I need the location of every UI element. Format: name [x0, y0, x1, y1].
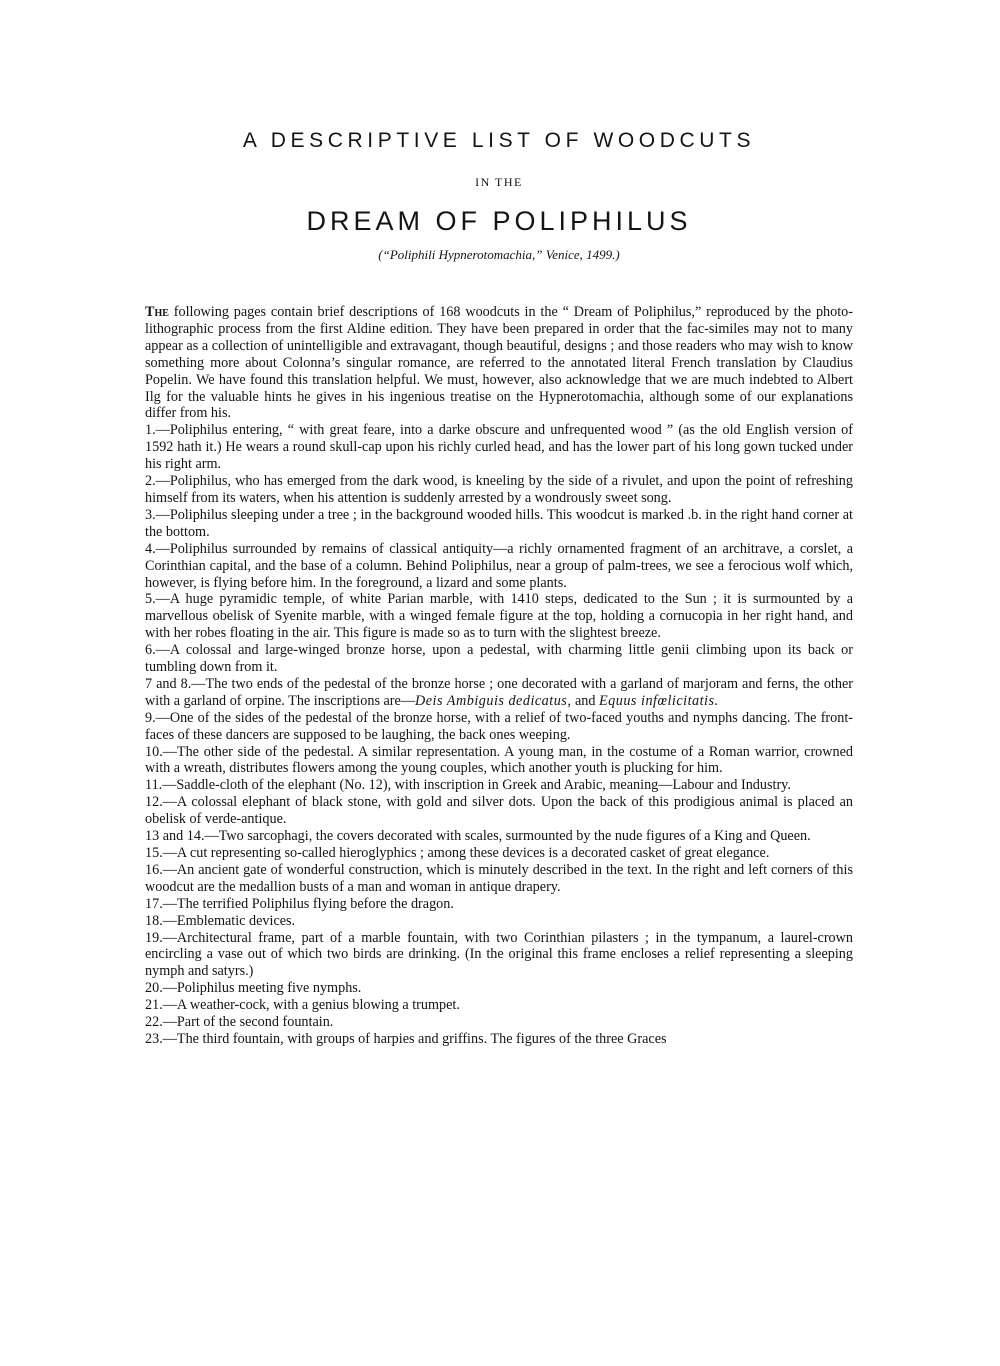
entry-text: —A colossal elephant of black stone, with gold and silver dots. Upon the back of this prodigious animal is placed an obelisk of verde-antique.	[145, 794, 853, 828]
woodcut-entry-16	[145, 862, 853, 896]
entry-number: 18.	[145, 912, 163, 929]
woodcut-entry-7-8	[145, 676, 853, 710]
page-title: DREAM OF POLIPHILUS	[306, 206, 692, 236]
entry-number: 23.	[145, 1030, 163, 1047]
entry-number: 16.	[145, 861, 163, 878]
entry-number: 5.	[145, 591, 156, 608]
woodcut-entry-17	[145, 896, 853, 913]
woodcut-entry-1	[145, 422, 853, 473]
edition-note: (“Poliphili Hypnerotomachia,” Venice, 1499.)	[378, 247, 620, 262]
inscription-2: Equus infœlicitatis.	[598, 692, 719, 709]
woodcut-entry-10	[145, 744, 853, 778]
woodcut-entry-22	[145, 1014, 853, 1031]
intro-section	[145, 304, 853, 422]
inscription-1: Deis Ambiguis dedicatus,	[415, 692, 572, 709]
woodcut-entry-4	[145, 541, 853, 592]
entry-number: 13 and 14.	[145, 828, 205, 845]
entry-text: —One of the sides of the pedestal of the bronze horse, with a relief of two-faced youths and nymphs dancing. The front-faces of these dancers are supposed to be laughing, the back ones weeping.	[145, 709, 853, 743]
entry-number: 17.	[145, 895, 163, 912]
page-subheading: IN THE	[475, 175, 523, 189]
entry-text: —The two ends of the pedestal of the bronze horse ; one decorated with a garland of marjoram and ferns, the other with a garland of orpine. The inscriptions are—	[145, 675, 853, 709]
entry-number: 7 and 8.	[145, 675, 192, 692]
entry-text: —Poliphilus surrounded by remains of classical antiquity—a richly ornamented fragment of an architrave, a corslet, a Corinthian capital, and the base of a column. Behind Poliphilus, near a group of palm-trees, we see a ferocious wolf which, however, is flying before him. In the foreground, a lizard and some plants.	[145, 540, 853, 591]
intro-paragraph	[145, 304, 853, 422]
entry-text: —Architectural frame, part of a marble fountain, with two Corinthian pilasters ; in the tympanum, a laurel-crown encircling a vase out of which two birds are drinking. (In the original this frame encloses a relief representing a sleeping nymph and satyrs.)	[145, 929, 853, 980]
page-heading: A DESCRIPTIVE LIST OF WOODCUTS	[242, 129, 756, 152]
entry-number: 1.	[145, 422, 156, 439]
entry-text: —The other side of the pedestal. A similar representation. A young man, in the costume of a Roman warrior, crowned with a wreath, distributes flowers among the young couples, which another youth is plucking for him.	[145, 743, 853, 777]
entry-text: —A huge pyramidic temple, of white Parian marble, with 1410 steps, dedicated to the Sun ; it is surmounted by a marvellous obelisk of Syenite marble, with a winged female figure at the top, holding a cornucopia in her right hand, and with her robes floating in the air. This figure is made so as to turn with the slightest breeze.	[145, 591, 853, 642]
woodcut-entry-11	[145, 777, 853, 794]
entry-number: 6.	[145, 642, 156, 659]
entry-text: —A colossal and large-winged bronze horse, upon a pedestal, with charming little genii climbing upon its back or tumbling down from it.	[145, 642, 853, 676]
entry-number: 20.	[145, 980, 163, 997]
woodcut-entry-3	[145, 507, 853, 541]
entry-number: 9.	[145, 709, 156, 726]
woodcut-entry-12	[145, 794, 853, 828]
woodcut-entry-18	[145, 913, 853, 930]
woodcut-entry-23	[145, 1031, 853, 1048]
woodcut-entry-19	[145, 930, 853, 981]
woodcut-entry-2	[145, 473, 853, 507]
woodcut-entry-20	[145, 980, 853, 997]
intro-lead-word: The	[145, 304, 169, 320]
entry-conjunction: and	[571, 692, 599, 709]
woodcut-list	[145, 422, 853, 1048]
woodcut-entry-13-14	[145, 828, 853, 845]
entry-text: —Poliphilus sleeping under a tree ; in the background wooded hills. This woodcut is marked .b. in the right hand corner at the bottom.	[145, 506, 853, 540]
entry-number: 15.	[145, 845, 163, 861]
entry-text: —A cut representing so-called hieroglyphics ; among these devices is a decorated casket of great elegance.	[162, 845, 770, 861]
page-body	[145, 128, 853, 1048]
entry-number: 4.	[145, 540, 156, 557]
entry-text: —Poliphilus entering, “ with great feare, into a darke obscure and unfrequented wood ” (as the old English version of 1592 hath it.) He wears a round skull-cap upon his richly curled head, and has the lower part of his long gown tucked under his right arm.	[145, 422, 853, 473]
entry-number: 3.	[145, 506, 156, 523]
entry-text: —Poliphilus meeting five nymphs.	[162, 980, 362, 997]
entry-text: —The terrified Poliphilus flying before the dragon.	[162, 895, 454, 912]
entry-number: 22.	[145, 1014, 163, 1031]
entry-text: —Poliphilus, who has emerged from the dark wood, is kneeling by the side of a rivulet, and upon the point of refreshing himself from its waters, when his attention is suddenly arrested by a wondrously sweet song.	[145, 473, 853, 506]
entry-text: —The third fountain, with groups of harpies and griffins. The figures of the three Graces	[162, 1030, 667, 1047]
entry-number: 11.	[145, 777, 163, 794]
entry-text: —An ancient gate of wonderful construction, which is minutely described in the text. In the right and left corners of this woodcut are the medallion busts of a man and woman in antique drapery.	[145, 861, 853, 895]
entry-number: 19.	[145, 929, 163, 946]
entry-number: 2.	[145, 473, 156, 490]
woodcut-entry-21	[145, 997, 853, 1014]
entry-text: —Two sarcophagi, the covers decorated with scales, surmounted by the nude figures of a King and Queen.	[204, 828, 811, 845]
entry-number: 12.	[145, 794, 163, 811]
intro-text: following pages contain brief descriptions of 168 woodcuts in the “ Dream of Poliphilus,” reproduced by the photo-lithographic process from the first Aldine edition. They have been prepared in order that the fac-similes may not to many appear as a collection of unintelligible and extravagant, though beautiful, designs ; and those readers who may wish to know something more about Colonna’s singular romance, are referred to the annotated literal French translation by Claudius Popelin. We have found this translation helpful. We must, however, also acknowledge that we are much indebted to Albert Ilg for the valuable hints he gives in his ingenious treatise on the Hypnerotomachia, although some of our explanations differ from his.	[145, 304, 853, 422]
entry-number: 21.	[145, 997, 163, 1014]
woodcut-entry-5	[145, 591, 853, 642]
entry-text: —Saddle-cloth of the elephant (No. 12), with inscription in Greek and Arabic, meaning—Labour and Industry.	[162, 777, 791, 794]
woodcut-entry-9	[145, 710, 853, 744]
woodcut-entry-6	[145, 642, 853, 676]
entry-text: —Emblematic devices.	[162, 912, 296, 929]
entry-number: 10.	[145, 743, 163, 760]
woodcut-entry-15	[145, 845, 853, 862]
entry-text: —Part of the second fountain.	[162, 1014, 334, 1031]
entry-text: —A weather-cock, with a genius blowing a trumpet.	[162, 997, 460, 1014]
